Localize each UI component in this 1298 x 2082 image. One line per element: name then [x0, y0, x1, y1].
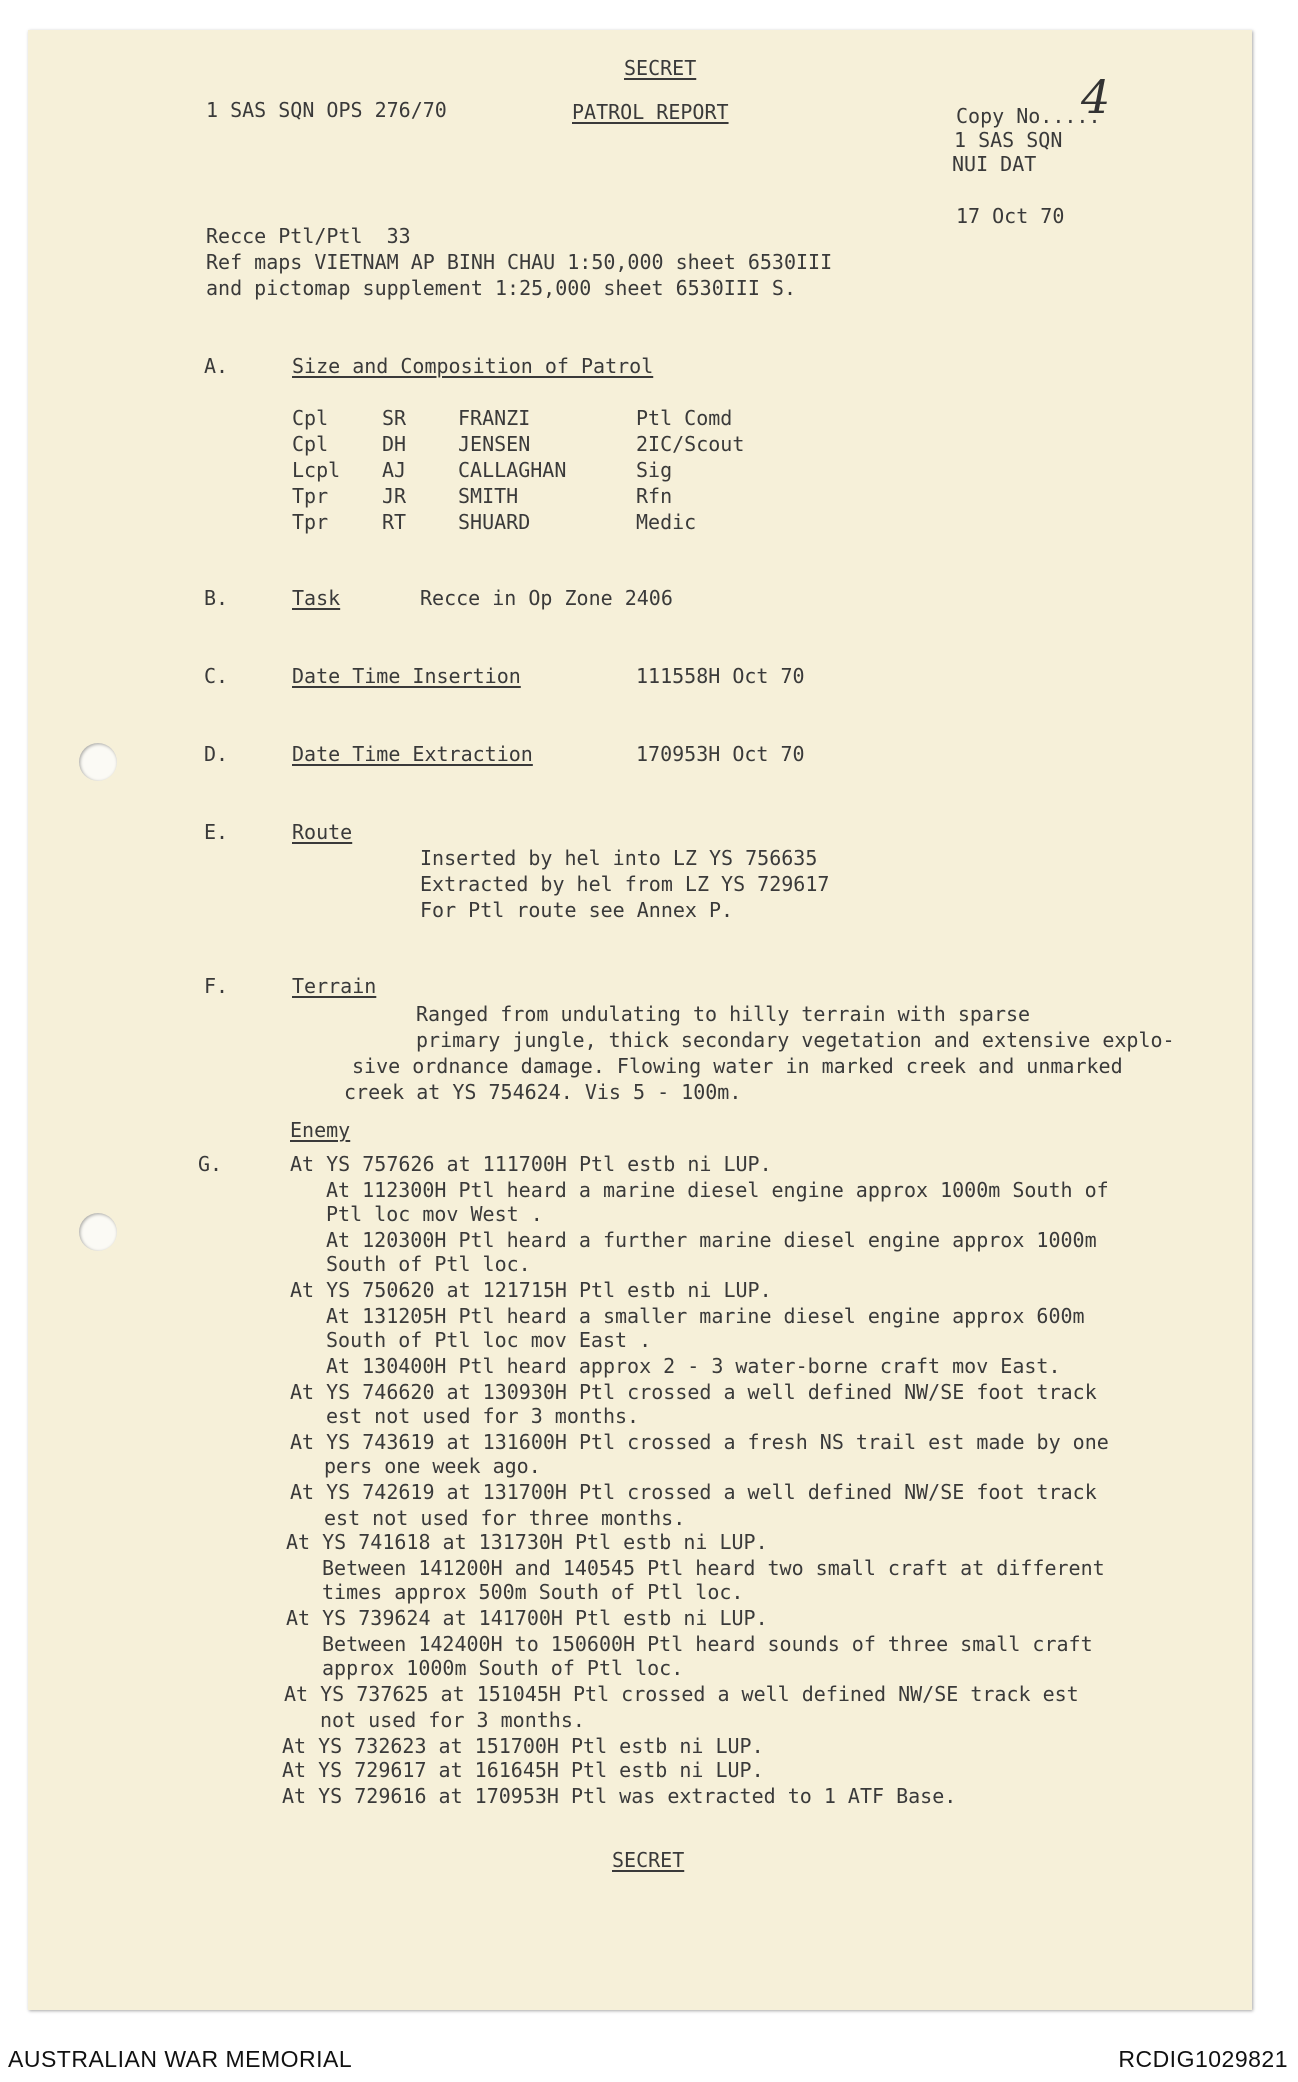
member-initials: JR: [382, 484, 407, 508]
report-title: PATROL REPORT: [572, 100, 729, 124]
unit: 1 SAS SQN: [954, 128, 1063, 152]
route-line: Extracted by hel from LZ YS 729617: [420, 872, 830, 896]
member-initials: RT: [382, 510, 407, 534]
enemy-line: At YS 739624 at 141700H Ptl estb ni LUP.: [286, 1606, 768, 1630]
member-rank: Cpl: [292, 406, 329, 430]
classification-bottom: SECRET: [612, 1848, 685, 1872]
terrain-line: primary jungle, thick secondary vegetation and extensive explo-: [416, 1028, 1175, 1052]
member-name: CALLAGHAN: [458, 458, 567, 482]
report-date: 17 Oct 70: [956, 204, 1065, 228]
section-letter: E.: [204, 820, 229, 844]
member-role: Sig: [636, 458, 673, 482]
section-letter: F.: [204, 974, 229, 998]
enemy-line: At YS 729616 at 170953H Ptl was extracted to 1 ATF Base.: [282, 1784, 957, 1808]
enemy-line: approx 1000m South of Ptl loc.: [322, 1656, 684, 1680]
member-rank: Lcpl: [292, 458, 341, 482]
member-name: SHUARD: [458, 510, 531, 534]
location: NUI DAT: [952, 152, 1037, 176]
member-role: 2IC/Scout: [636, 432, 745, 456]
enemy-line: At YS 742619 at 131700H Ptl crossed a well defined NW/SE foot track: [290, 1480, 1097, 1504]
maps-line-2: and pictomap supplement 1:25,000 sheet 6530III S.: [206, 276, 797, 300]
copy-number-handwritten: 4: [1081, 70, 1111, 124]
document-sheet: [28, 30, 1252, 2010]
enemy-line: At YS 750620 at 121715H Ptl estb ni LUP.: [290, 1278, 772, 1302]
member-rank: Tpr: [292, 510, 329, 534]
enemy-line: South of Ptl loc mov East .: [326, 1328, 652, 1352]
maps-line-1: Ref maps VIETNAM AP BINH CHAU 1:50,000 sheet 6530III: [206, 250, 833, 274]
member-initials: DH: [382, 432, 407, 456]
member-name: JENSEN: [458, 432, 531, 456]
enemy-line: Between 141200H and 140545 Ptl heard two small craft at different: [322, 1556, 1105, 1580]
enemy-line: At 130400H Ptl heard approx 2 - 3 water-borne craft mov East.: [326, 1354, 1061, 1378]
route-line: For Ptl route see Annex P.: [420, 898, 734, 922]
enemy-line: At YS 737625 at 151045H Ptl crossed a well defined NW/SE track est: [284, 1682, 1079, 1706]
punch-hole: [79, 743, 117, 781]
enemy-line: est not used for 3 months.: [326, 1404, 640, 1428]
member-name: FRANZI: [458, 406, 531, 430]
task-value: Recce in Op Zone 2406: [420, 586, 673, 610]
member-name: SMITH: [458, 484, 519, 508]
section-heading: Enemy: [290, 1118, 351, 1142]
copy-label: Copy No.....: [956, 104, 1101, 128]
route-line: Inserted by hel into LZ YS 756635: [420, 846, 818, 870]
section-heading: Date Time Extraction: [292, 742, 533, 766]
archive-footer-right: RCDIG1029821: [1118, 2046, 1288, 2072]
terrain-line: creek at YS 754624. Vis 5 - 100m.: [344, 1080, 742, 1104]
member-rank: Tpr: [292, 484, 329, 508]
member-initials: AJ: [382, 458, 407, 482]
section-heading: Date Time Insertion: [292, 664, 521, 688]
enemy-line: At 112300H Ptl heard a marine diesel engine approx 1000m South of: [326, 1178, 1109, 1202]
member-role: Ptl Comd: [636, 406, 733, 430]
member-role: Rfn: [636, 484, 673, 508]
ops-reference: 1 SAS SQN OPS 276/70: [206, 98, 447, 122]
section-letter: D.: [204, 742, 229, 766]
member-rank: Cpl: [292, 432, 329, 456]
punch-hole: [79, 1213, 117, 1251]
terrain-line: sive ordnance damage. Flowing water in marked creek and unmarked: [352, 1054, 1123, 1078]
member-initials: SR: [382, 406, 407, 430]
enemy-line: South of Ptl loc.: [326, 1252, 531, 1276]
section-heading: Terrain: [292, 974, 377, 998]
enemy-line: At YS 746620 at 130930H Ptl crossed a well defined NW/SE foot track: [290, 1380, 1097, 1404]
enemy-line: Ptl loc mov West .: [326, 1202, 543, 1226]
section-heading: Task: [292, 586, 341, 610]
section-heading: Route: [292, 820, 353, 844]
extraction-value: 170953H Oct 70: [636, 742, 805, 766]
section-heading: Size and Composition of Patrol: [292, 354, 654, 378]
section-letter: A.: [204, 354, 229, 378]
enemy-line: At YS 741618 at 131730H Ptl estb ni LUP.: [286, 1530, 768, 1554]
enemy-line: At YS 757626 at 111700H Ptl estb ni LUP.: [290, 1152, 772, 1176]
enemy-line: not used for 3 months.: [320, 1708, 585, 1732]
section-letter: G.: [198, 1152, 223, 1176]
enemy-line: At YS 729617 at 161645H Ptl estb ni LUP.: [282, 1758, 764, 1782]
enemy-line: times approx 500m South of Ptl loc.: [322, 1580, 744, 1604]
enemy-line: Between 142400H to 150600H Ptl heard sounds of three small craft: [322, 1632, 1093, 1656]
enemy-line: pers one week ago.: [324, 1454, 541, 1478]
archive-footer-left: AUSTRALIAN WAR MEMORIAL: [8, 2046, 353, 2072]
section-letter: B.: [204, 586, 229, 610]
enemy-line: At 120300H Ptl heard a further marine diesel engine approx 1000m: [326, 1228, 1097, 1252]
patrol-designation: Recce Ptl/Ptl 33: [206, 224, 411, 248]
enemy-line: At 131205H Ptl heard a smaller marine diesel engine approx 600m: [326, 1304, 1085, 1328]
insertion-value: 111558H Oct 70: [636, 664, 805, 688]
member-role: Medic: [636, 510, 697, 534]
enemy-line: At YS 732623 at 151700H Ptl estb ni LUP.: [282, 1734, 764, 1758]
section-letter: C.: [204, 664, 229, 688]
enemy-line: est not used for three months.: [324, 1506, 686, 1530]
terrain-line: Ranged from undulating to hilly terrain with sparse: [416, 1002, 1031, 1026]
enemy-line: At YS 743619 at 131600H Ptl crossed a fresh NS trail est made by one: [290, 1430, 1109, 1454]
classification-top: SECRET: [624, 56, 697, 80]
